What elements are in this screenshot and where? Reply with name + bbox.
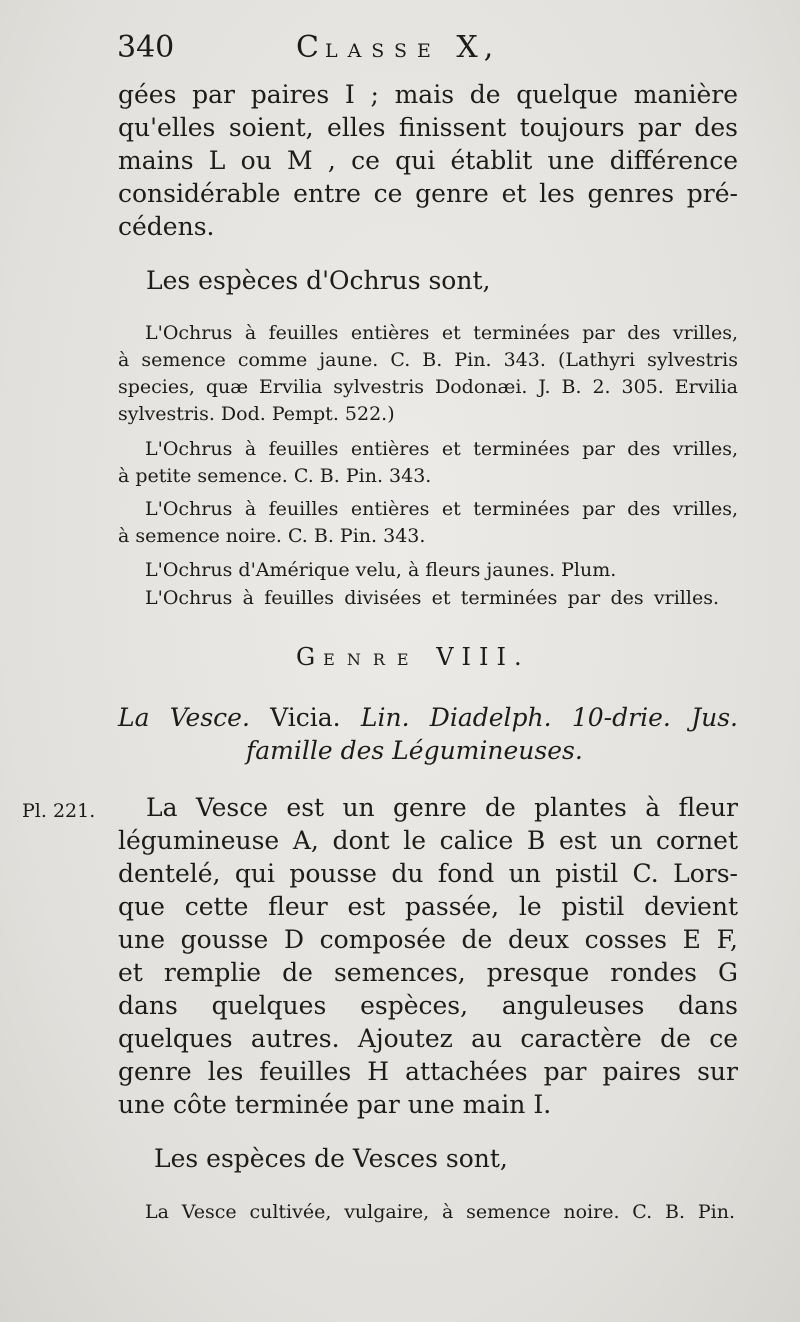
intro-line: qu'elles soient, elles finissent toujours par des [118, 113, 738, 142]
intro-line: cédens. [118, 212, 215, 241]
description-line: quelques autres. Ajoutez au caractère de ce [118, 1024, 738, 1053]
description-line: dentelé, qui pousse du fond un pistil C. Lors- [118, 859, 738, 888]
description-line: que cette fleur est passée, le pistil devient [118, 892, 738, 921]
species-line: L'Ochrus d'Amérique velu, à fleurs jaunes. Plum. [145, 559, 617, 581]
intro-line: gées par paires I ; mais de quelque manière [118, 80, 738, 109]
description-line: une côte terminée par une main I. [118, 1090, 552, 1119]
jussieu-ref: Jus. [691, 703, 738, 732]
species-line: à semence noire. C. B. Pin. 343. [118, 525, 426, 547]
genre-initial: G [296, 643, 324, 671]
genus-latin-name: Vicia. [270, 703, 341, 732]
species-line: à petite semence. C. B. Pin. 343. [118, 465, 432, 487]
genus-title [118, 703, 738, 732]
species-line: L'Ochrus à feuilles divisées et terminées par des vrilles. [145, 587, 719, 609]
vesce-heading: Les espèces de Vesces sont, [154, 1144, 508, 1173]
species-line: sylvestris. Dod. Pempt. 522.) [118, 403, 395, 425]
description-line: La Vesce est un genre de plantes à fleur [146, 793, 738, 822]
species-line: L'Ochrus à feuilles entières et terminées par des vrilles, [145, 438, 738, 460]
genus-french-name: La Vesce. [118, 703, 250, 732]
species-line: L'Ochrus à feuilles entières et terminées par des vrilles, [145, 322, 738, 344]
header-small-caps: LASSE [324, 40, 441, 62]
intro-line: mains L ou M , ce qui établit une différence [118, 146, 738, 175]
genre-roman: VIII. [436, 643, 530, 671]
ochrus-heading: Les espèces d'Ochrus sont, [146, 266, 491, 295]
family-line: famille des Légumineuses. [246, 736, 583, 765]
description-line: et remplie de semences, presque rondes G [118, 958, 738, 987]
plate-reference: Pl. 221. [22, 800, 96, 822]
running-header [296, 30, 499, 65]
genre-small-caps: ENRE [323, 650, 421, 669]
page-number: 340 [117, 30, 175, 65]
description-line: dans quelques espèces, anguleuses dans [118, 991, 738, 1020]
species-line: L'Ochrus à feuilles entières et terminées par des vrilles, [145, 498, 738, 520]
species-line: species, quæ Ervilia sylvestris Dodonæi. J. B. 2. 305. Ervilia [118, 376, 738, 398]
species-line: à semence comme jaune. C. B. Pin. 343. (Lathyri sylvestris [118, 349, 738, 371]
species-line: La Vesce cultivée, vulgaire, à semence noire. C. B. Pin. [145, 1201, 735, 1223]
header-initial: C [296, 30, 325, 65]
class-number: 10-drie. [571, 703, 671, 732]
description-line: légumineuse A, dont le calice B est un cornet [118, 826, 738, 855]
description-line: une gousse D composée de deux cosses E F, [118, 925, 738, 954]
genre-heading [296, 643, 530, 671]
linnaeus-ref: Lin. Diadelph. [360, 703, 552, 732]
header-roman: X, [456, 30, 500, 65]
description-line: genre les feuilles H attachées par paires sur [118, 1057, 738, 1086]
intro-line: considérable entre ce genre et les genres pré- [118, 179, 738, 208]
